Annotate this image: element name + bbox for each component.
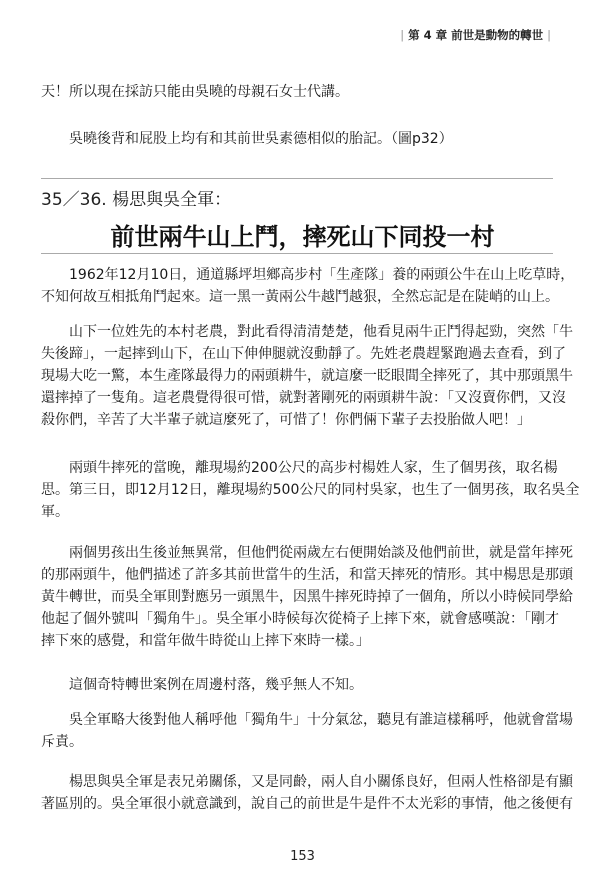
text-line: 吳曉後背和屁股上均有和其前世吳素德相似的胎記。（圖p32） (69, 131, 453, 147)
divider: | (547, 28, 551, 42)
paragraph (41, 128, 553, 150)
text-line: 的那兩頭牛，他們描述了許多其前世當牛的生活，和當天摔死的情形。其中楊思是那頭 (41, 567, 573, 583)
text-line: 現場大吃一驚，本生產隊最得力的兩頭耕牛，就這麼一眨眼間全摔死了，其中那頭黑牛 (41, 368, 573, 384)
text-line: 天！所以現在採訪只能由吳曉的母親石女士代講。 (41, 84, 349, 100)
text-line: 軍。 (41, 504, 69, 520)
text-line: 殺你們，辛苦了大半輩子就這麼死了，可惜了！你們倆下輩子去投胎做人吧！」 (41, 412, 531, 428)
running-header (396, 27, 555, 43)
text-line: 兩頭牛摔死的當晚，離現場約200公尺的高步村楊姓人家，生了個男孩，取名楊 (69, 460, 558, 476)
text-line: 這個奇特轉世案例在周邊村落，幾乎無人不知。 (69, 677, 363, 693)
text-line: 楊思與吳全軍是表兄弟關係，又是同齡，兩人自小關係良好，但兩人性格卻是有顯 (69, 774, 573, 790)
text-line: 黃牛轉世，而吳全軍則對應另一頭黑牛，因黑牛摔死時掉了一個角，所以小時候同學給 (41, 589, 573, 605)
paragraph (41, 264, 575, 308)
text-line: 摔下來的感覺，和當年做牛時從山上摔下來時一樣。」 (41, 633, 370, 649)
text-line: 還摔掉了一隻角。這老農覺得很可惜，就對著剛死的兩頭耕牛說：「又沒賣你們，又沒 (41, 390, 566, 406)
section-headline: 前世兩牛山上鬥，摔死山下同投一村 (110, 223, 495, 251)
text-line: 不知何故互相抵角鬥起來。這一黑一黃兩公牛越鬥越狠，全然忘記是在陡峭的山上。 (41, 289, 559, 305)
section-rule-top (41, 178, 553, 179)
text-line: 吳全軍略大後對他人稱呼他「獨角牛」十分氣忿，聽見有誰這樣稱呼，他就會當場 (69, 712, 573, 728)
divider: | (400, 28, 405, 42)
chapter-title: 第 4 章 前世是動物的轉世 (408, 28, 544, 42)
text-line: 他起了個外號叫「獨角牛」。吳全軍小時候每次從椅子上摔下來，就會感嘆說：「剛才 (41, 611, 559, 627)
text-line: 兩個男孩出生後並無異常，但他們從兩歲左右便開始談及他們前世，就是當年摔死 (69, 545, 573, 561)
page-number: 153 (290, 849, 315, 864)
paragraph (41, 709, 573, 753)
paragraph (41, 771, 573, 815)
paragraph (41, 457, 580, 523)
section-rule-bottom (41, 253, 553, 254)
section-number-title: 35／36. 楊思與吳全軍： (41, 190, 232, 210)
text-line: 山下一位姓先的本村老農，對此看得清清楚楚，他看見兩牛正鬥得起勁，突然「牛 (69, 324, 573, 340)
paragraph (41, 321, 573, 431)
paragraph (41, 542, 573, 652)
text-line: 1962年12月10日，通道縣坪坦鄉高步村「生產隊」養的兩頭公牛在山上吃草時， (69, 267, 575, 283)
text-line: 斥責。 (41, 734, 83, 750)
text-line: 著區別的。吳全軍很小就意識到，說自己的前世是牛是件不太光彩的事情，他之後便有 (41, 796, 573, 812)
text-line: 思。第三日，即12月12日，離現場約500公尺的同村吳家，也生了一個男孩，取名吳全 (41, 482, 580, 498)
paragraph (41, 674, 553, 696)
paragraph (41, 81, 553, 103)
text-line: 失後蹄」，一起摔到山下，在山下伸伸腿就沒動靜了。先姓老農趕緊跑過去查看，到了 (41, 346, 566, 362)
